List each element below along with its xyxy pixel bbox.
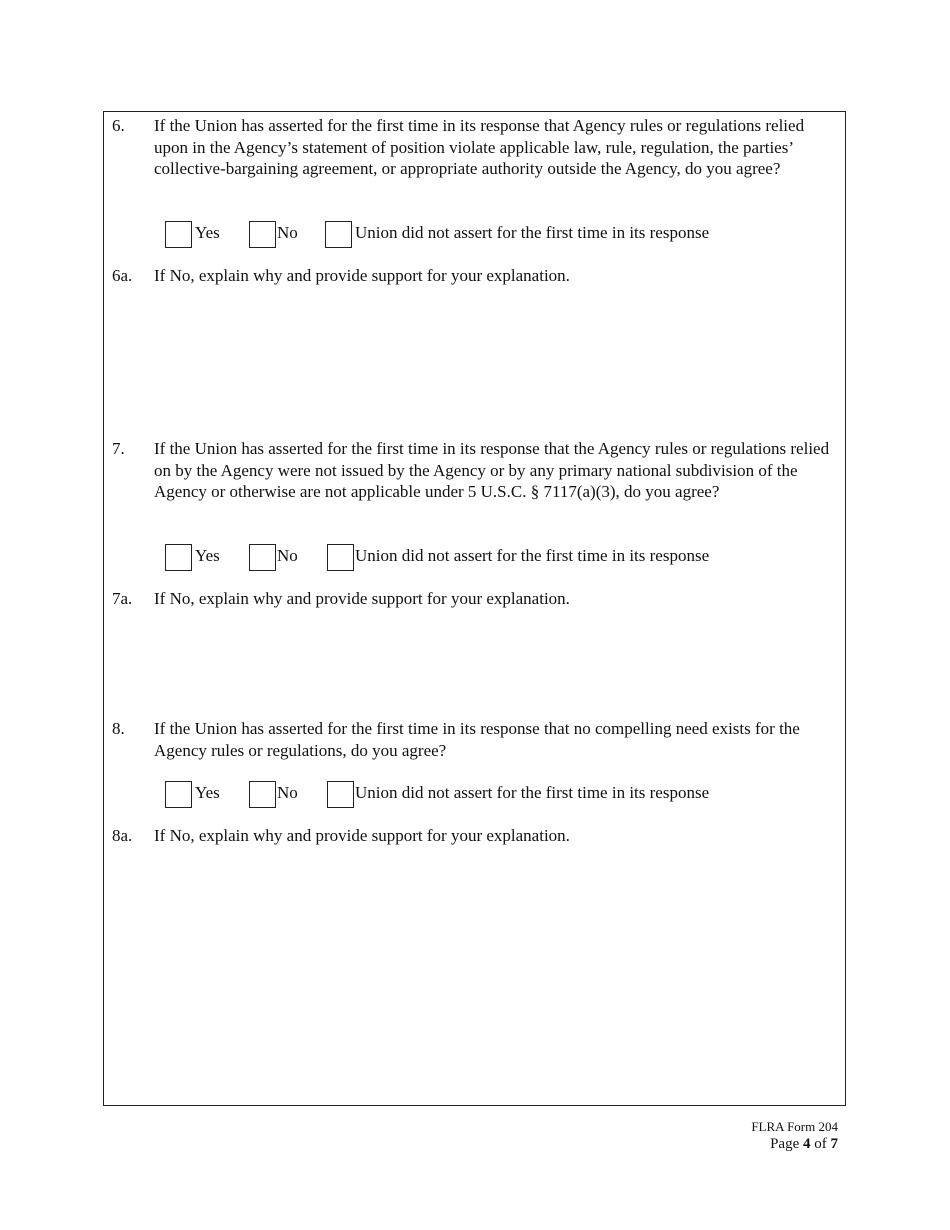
q7-no-checkbox[interactable] <box>249 544 276 571</box>
q6-not-asserted-checkbox[interactable] <box>325 221 352 248</box>
question-number: 6a. <box>112 266 133 285</box>
form-number: FLRA Form 204 <box>751 1119 838 1134</box>
not-asserted-label: Union did not assert for the first time in its response <box>355 546 710 565</box>
no-label: No <box>277 223 298 242</box>
question-text: If No, explain why and provide support for your explanation. <box>154 826 570 845</box>
question-number: 6. <box>112 116 125 135</box>
q6-yes-checkbox[interactable] <box>165 221 192 248</box>
question-8-options <box>165 781 825 811</box>
page-current: 4 <box>803 1136 811 1152</box>
not-asserted-label: Union did not assert for the first time in its response <box>355 783 710 802</box>
question-text: If No, explain why and provide support for your explanation. <box>154 266 570 285</box>
no-label: No <box>277 783 298 802</box>
page-footer <box>751 1119 838 1153</box>
question-text: If No, explain why and provide support for your explanation. <box>154 589 570 608</box>
page-word: Page <box>770 1136 800 1152</box>
question-text: If the Union has asserted for the first time in its response that Agency rules or regulations relied upon in the Agency’s statement of position violate applicable law, rule, regulation, the parties’ collective-bargaining agreement, or appropriate authority outside the Agency, do you agree? <box>154 116 805 178</box>
question-number: 7. <box>112 439 125 458</box>
of-word: of <box>814 1136 827 1152</box>
q7-not-asserted-checkbox[interactable] <box>327 544 354 571</box>
question-number: 8a. <box>112 826 133 845</box>
q8-no-checkbox[interactable] <box>249 781 276 808</box>
no-label: No <box>277 546 298 565</box>
q8-not-asserted-checkbox[interactable] <box>327 781 354 808</box>
question-text: If the Union has asserted for the first time in its response that no compelling need exists for the Agency rules or regulations, do you agree? <box>154 719 800 760</box>
page-number <box>751 1135 838 1153</box>
question-number: 8. <box>112 719 125 738</box>
question-7-options <box>165 544 825 574</box>
q7-yes-checkbox[interactable] <box>165 544 192 571</box>
q6-no-checkbox[interactable] <box>249 221 276 248</box>
form-section-frame <box>103 111 846 1106</box>
question-number: 7a. <box>112 589 133 608</box>
yes-label: Yes <box>195 223 220 242</box>
question-text: If the Union has asserted for the first time in its response that the Agency rules or regulations relied on by the Agency were not issued by the Agency or by any primary national subdivision of the Agency or otherwise are not applicable under 5 U.S.C. § 7117(a)(3), do you agree? <box>154 439 830 501</box>
yes-label: Yes <box>195 546 220 565</box>
page-total: 7 <box>830 1136 838 1152</box>
not-asserted-label: Union did not assert for the first time in its response <box>355 223 710 242</box>
question-6-options <box>165 221 825 251</box>
q8-yes-checkbox[interactable] <box>165 781 192 808</box>
yes-label: Yes <box>195 783 220 802</box>
